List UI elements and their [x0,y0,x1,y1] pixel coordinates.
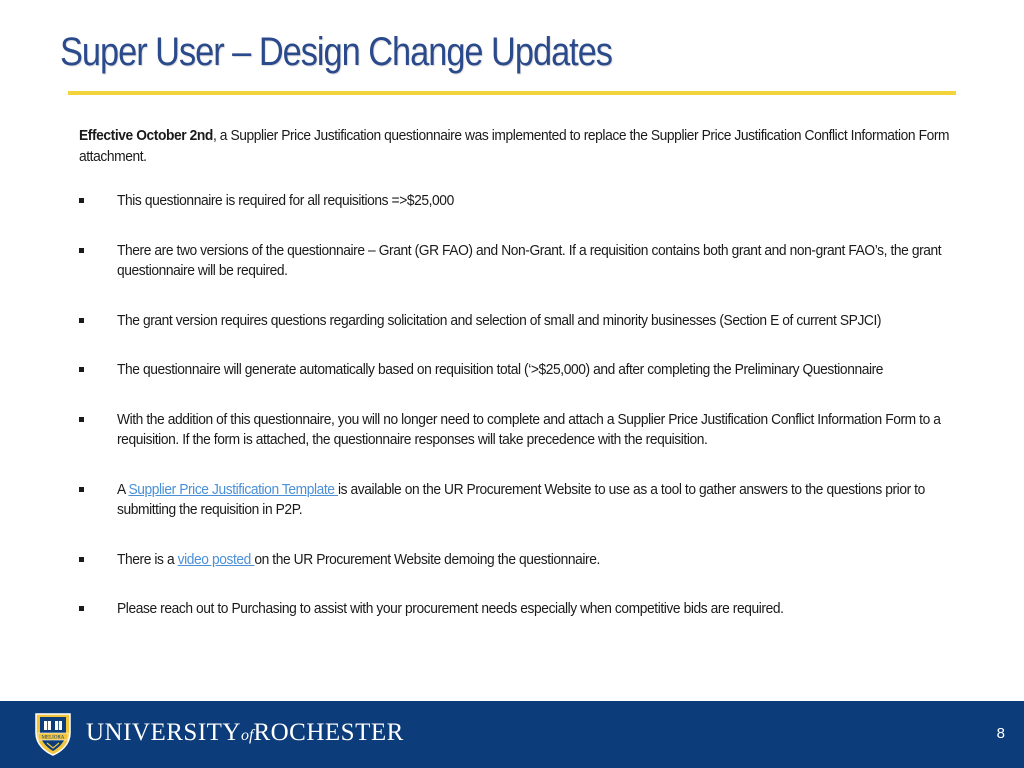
bullet-text: With the addition of this questionnaire, you will no longer need to complete and attach a Supplier Price Justification Conflict Information Form to a requisition. If the form is attached, the questionnaire responses will take precedence with the requisition. [117,410,941,448]
bullet-text-before: There is a [117,550,178,568]
bullet-text-after: is available on the UR Procurement Website to use as a tool to gather answers to the questions prior to submitting the requisition in P2P. [117,480,925,518]
university-seal-icon [30,711,76,757]
square-bullet-icon [79,487,84,492]
square-bullet-icon [79,606,84,611]
square-bullet-icon [79,198,84,203]
bullet-no-longer-attach [79,410,959,451]
bullet-threshold [79,191,959,212]
video-link[interactable]: video posted [177,550,255,568]
wordmark-of: of [241,727,254,744]
intro-paragraph [79,126,953,167]
page-number: 8 [996,725,1005,742]
bullet-text: The grant version requires questions regarding solicitation and selection of small and minority businesses (Section E of current SPJCI) [117,311,882,329]
square-bullet-icon [79,557,84,562]
bullet-text: There are two versions of the questionnaire – Grant (GR FAO) and Non-Grant. If a requisition contains both grant and non-grant FAO’s, the grant questionnaire will be required. [117,241,942,279]
bullet-text: This questionnaire is required for all requisitions =>$25,000 [117,192,454,209]
bullet-auto-generate [79,360,959,381]
square-bullet-icon [79,248,84,253]
wordmark-university: UNIVERSITY [86,719,241,746]
bullet-text-before: A [117,480,129,498]
bullet-versions [79,241,959,282]
bullet-list [79,191,959,620]
template-link[interactable]: Supplier Price Justification Template [128,480,338,498]
intro-text: , a Supplier Price Justification questionnaire was implemented to replace the Supplier Price Justification Conflict Information Form attachment. [79,127,950,165]
bullet-text-after: on the UR Procurement Website demoing the questionnaire. [254,550,600,568]
intro-bold-date: Effective October 2nd [79,127,213,144]
bullet-contact-purchasing [79,599,959,620]
bullet-text: Please reach out to Purchasing to assist with your procurement needs especially when competitive bids are required. [117,600,784,617]
university-wordmark [86,719,404,747]
square-bullet-icon [79,417,84,422]
bullet-video [79,550,959,571]
wordmark-rochester: ROCHESTER [253,719,404,746]
footer-bar [0,701,1024,768]
bullet-text [117,480,959,521]
title-underline-rule [68,91,956,95]
square-bullet-icon [79,367,84,372]
seal-motto: MELIORA [41,735,65,741]
slide-body [79,126,959,649]
bullet-template [79,480,959,521]
slide-title: Super User – Design Change Updates [60,30,612,74]
bullet-grant-version [79,311,959,332]
bullet-text: The questionnaire will generate automatically based on requisition total (‘>$25,000) and after completing the Preliminary Questionnaire [117,361,884,378]
bullet-text [117,550,959,571]
square-bullet-icon [79,318,84,323]
